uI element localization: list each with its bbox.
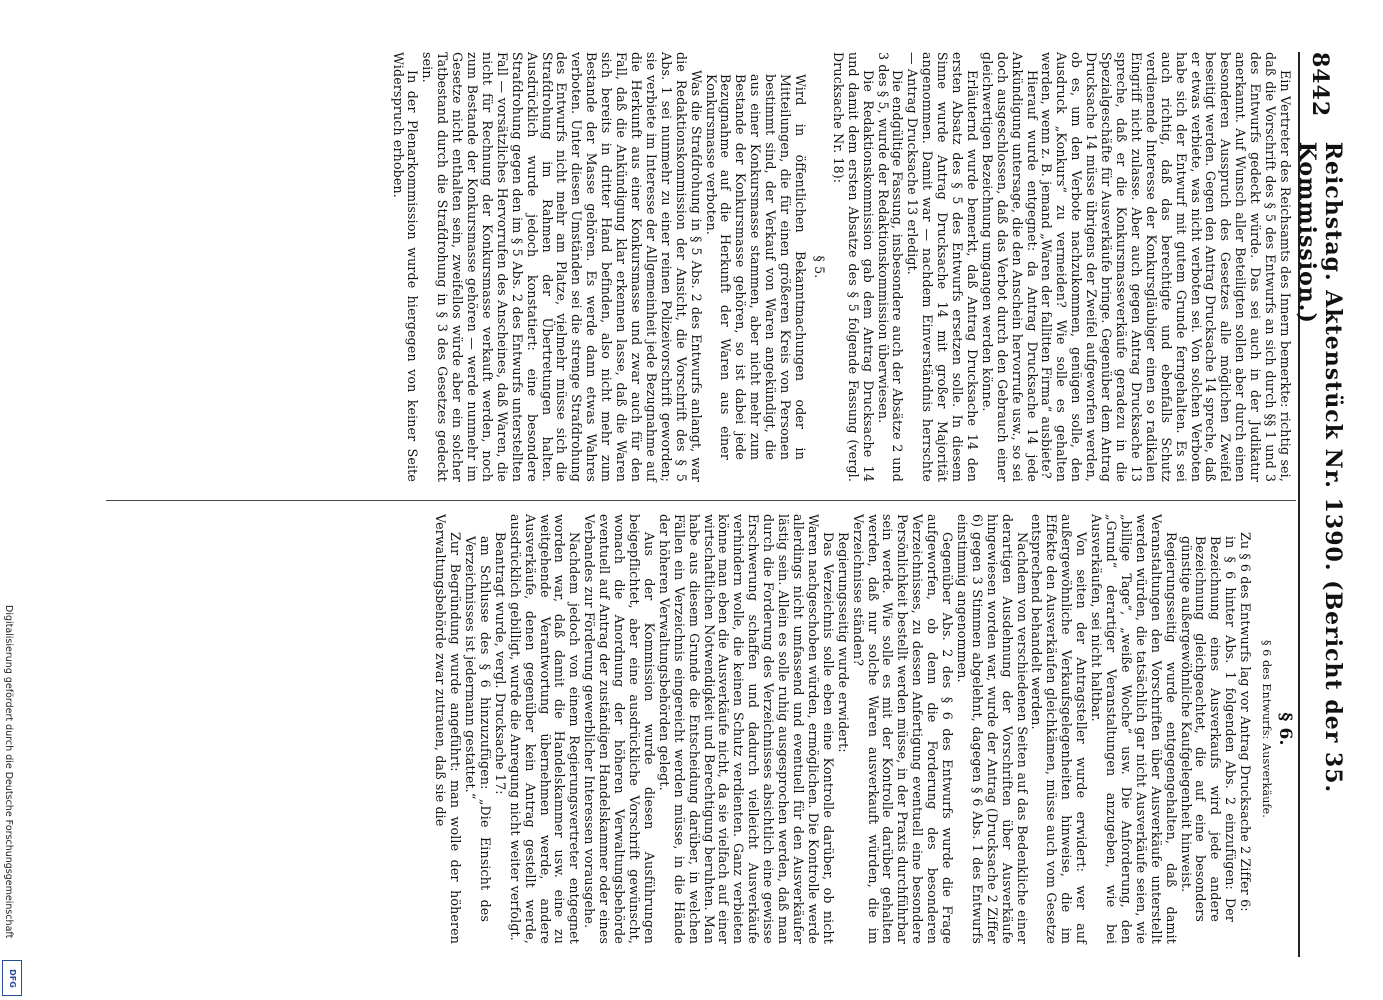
body-paragraph: Regierungsseitig wurde entgegengehalten, daß damit Veranstaltungen den Vorschriften über Ausverkäufe unterstellt werden würden, die tatsächlich gar nicht Ausverkäufe seien, wie „billige Tage“, „weiße Woche“ usw. Die Anforderung, den „Grund“ derartiger Veranstaltungen anzugeben, wie bei Ausverkäufen, sei nicht haltbar. bbox=[1089, 514, 1179, 944]
paragraph-marker: § 5. bbox=[811, 255, 827, 279]
body-paragraph: Gegenüber Abs. 2 des § 6 des Entwurfs wurde die Frage aufgeworfen, ob denn die Forderung des besonderen Verzeichnisses, zu dessen Anfertigung eventuell eine besondere Persönlichkeit bestellt werden müsse, in der Praxis durchführbar sein werde. Wie solle es mit der Kontrolle darüber gehalten werden, daß nur solche Waren ausverkauft würden, die im Verzeichnisse ständen? bbox=[850, 514, 956, 944]
body-paragraph: Ein Vertreter des Reichsamts des Innern bemerkte: richtig sei, daß die Vorschrift des § 5 des Entwurfs an sich durch §§ 1 und 3 des Entwurfs gedeckt würde. Das sei auch in der Judikatur anerkannt. Auf Wunsch aller Beteiligten sollen aber durch einen besonderen Ausspruch des Gesetzes alle möglichen Zweifel beseitigt werden. Gegen den Antrag Drucksache 14 spreche, daß er etwas verbiete, was nicht verboten sei. Von solchen Verboten habe sich der Entwurf mit gutem Grunde ferngehalten. Es sei auch richtig, daß das berechtigte und ebenfalls Schutz verdienende Interesse der Konkursgläubiger einen so radikalen Eingriff nicht zulasse. Aber auch gegen Antrag Drucksache 13 spreche, daß er die Konkursmasseverkäufe geradezu in die Spezialgeschäfte für Ausverkäufe bringe. Gegenüber dem Antrag Drucksache 14 müsse übrigens der Zweifel aufgeworfen werden, ob es, um den Verbote nachzukommen, genügen solle, den Ausdruck „Konkurs“ zu vermeiden? Wie solle es gehalten werden, wenn z. B. jemand „Waren der fallitten Firma“ ausbiete? bbox=[1039, 52, 1293, 482]
dfg-logo bbox=[2, 960, 22, 996]
body-paragraph: Aus der Kommission wurde diesen Ausführungen beigepflichtet, aber eine ausdrückliche Vorschrift gewünscht, wonach die Anordnung der höheren Verwaltungsbehörde eventuell auf Antrag der zuständigen Handelskammer oder eines Verbandes zur Förderung gewerblicher Interessen vorausgehe. bbox=[582, 514, 657, 944]
body-paragraph: Zu § 6 des Entwurfs lag vor Antrag Drucksache 2 Ziffer 6: bbox=[1238, 532, 1254, 912]
body-paragraph: Zur Begründung wurde angeführt: man wolle der höheren Verwaltungsbehörde zwar zutrauen, daß sie die bbox=[433, 514, 464, 944]
section-subheading: § 6 des Entwurfs: Ausverkäufe. bbox=[1260, 640, 1274, 818]
body-paragraph: Die Redaktionskommission gab dem Antrag Drucksache 14 und damit dem ersten Absatze des § 5 folgende Fassung (vergl. Drucksache Nr. 18): bbox=[830, 52, 876, 482]
section-heading: § 6. bbox=[1275, 712, 1295, 746]
rotated-page-content bbox=[85, 52, 1346, 957]
body-paragraph: Die endgültige Fassung, insbesondere auch der Absätze 2 und 3 des § 5, wurde der Redaktionskommission überwiesen. bbox=[875, 52, 906, 482]
quoted-provision: Wird in öffentlichen Bekanntmachungen oder in Mitteilungen, die für einen größeren Kreis von Personen bestimmt sind, der Verkauf von Waren angekündigt, die aus einer Konkursmasse stammen, aber nicht mehr zum Bestande der Konkursmasse gehören, so ist dabei jede Bezugnahme auf die Herkunft der Waren aus einer Konkursmasse verboten. bbox=[703, 74, 808, 460]
body-paragraph: Was die Strafdrohung in § 5 Abs. 2 des Entwurfs anlangt, war die Redaktionskommission der Ansicht, die Vorschrift des § 5 Abs. 1 sei nunmehr zu einer reinen Polizeivorschrift geworden; sie verbiete im Interesse der Allgemeinheit jede Bezugnahme auf die Herkunft aus einer Konkursmasse und zwar auch für den Fall, daß die Ankündigung klar erkennen lasse, daß die Waren sich bereits in dritter Hand befinden, also nicht mehr zum Bestande der Masse gehören. Es werde dann etwas Wahres verboten. Unter diesen Umständen sei die strenge Strafdrohung des Entwurfs nicht mehr am Platze, vielmehr müsse sich die Strafdrohung im Rahmen der Übertretungen halten. Ausdrücklich wurde jedoch konstatiert: eine besondere Strafdrohung gegen den im § 5 Abs. 2 des Entwurfs unterstellten Fall — vorsätzliches Hervorrufen des Anscheines, daß Waren, die nicht für Rechnung der Konkursmasse verkauft werden, noch zum Bestande der Konkursmasse gehören — werde nunmehr im Gesetze nicht enthalten sein, zweifellos würde aber ein solcher Tatbestand durch die Strafdrohung in § 3 des Gesetzes gedeckt sein. bbox=[420, 52, 704, 482]
body-paragraph: Nachdem von verschiedenen Seiten auf das Bedenkliche einer derartigen Ausdehnung der Vorschriften über Ausverkäufe hingewiesen worden war, wurde der Antrag (Drucksache 2 Ziffer 6) gegen 3 Stimmen abgelehnt, dagegen § 6 Abs. 1 des Entwurfs einstimmig angenommen. bbox=[954, 514, 1030, 944]
body-paragraph: Von seiten der Antragsteller wurde erwidert: wer auf außergewöhnliche Verkaufsgelegenheiten hinweise, die im Effekte den Ausverkäufen gleichkämen, müsse auch vom Gesetze entsprechend behandelt werden. bbox=[1029, 514, 1090, 944]
body-paragraph: Regierungsseitig wurde erwidert: bbox=[835, 532, 851, 753]
body-paragraph: Nachdem jedoch von einem Regierungsvertreter entgegnet worden war, daß damit die Handelskammer usw. eine zu weitgehende Verantwortung übernehmen werde, andere Ausverkäufe, denen gegenüber kein Antrag gestellt werde, ausdrücklich gebilligt, wurde die Anregung nicht weiter verfolgt. bbox=[507, 514, 583, 944]
page-number: 8442 bbox=[1307, 52, 1333, 118]
column-divider bbox=[106, 500, 1296, 501]
left-column bbox=[390, 52, 1292, 482]
body-paragraph: Erläuternd wurde bemerkt, daß Antrag Drucksache 14 den ersten Absatz des § 5 des Entwurfs ersetzen solle. In diesem Sinne wurde Antrag Drucksache 14 mit großer Majorität angenommen. Damit war — nachdem Einverständnis herrschte — Antrag Drucksache 13 erledigt. bbox=[905, 52, 980, 482]
dfg-logo-text: DFG bbox=[7, 968, 17, 988]
page-title: Reichstag. Aktenstück Nr. 1390. (Bericht der 35. Kommission.) bbox=[1294, 141, 1346, 794]
body-paragraph: Hierauf wurde entgegnet: da Antrag Drucksache 14 jede Ankündigung untersage, die den Anschein hervorrufe usw., so sei doch ausgeschlossen, daß das Verbot durch den Gebrauch einer gleichwertigen Bezeichnung umgangen werden könne. bbox=[979, 52, 1040, 482]
page-header bbox=[1294, 52, 1346, 957]
digitization-credit: Digitalisierung gefördert durch die Deutsche Forschungsgemeinschaft bbox=[3, 605, 14, 939]
quoted-provision: am Schlusse des § 6 hinzuzufügen: „Die Einsicht des Verzeichnisses ist jedermann gestattet.“ bbox=[463, 536, 493, 922]
body-paragraph: Das Verzeichnis solle eben eine Kontrolle darüber, ob nicht Waren nachgeschoben würden, ermöglichen. Die Kontrolle werde allerdings nicht umfassend und eventuell für den Ausverkäufer lästig sein. Allein es solle ruhig ausgesprochen werden, daß man durch die Forderung des Verzeichnisses absichtlich eine gewisse Erschwerung schaffen und dadurch vielleicht Ausverkäufe verhindern wolle, die keinen Schutz verdienten. Ganz verbieten könne man eben die Ausverkäufe nicht, da sie vielfach auf einer wirtschaftlichen Notwendigkeit und Berechtigung beruhten. Man habe aus diesem Grunde die Entscheidung darüber, in welchen Fällen ein Verzeichnis eingereicht werden müsse, in die Hände der höheren Verwaltungsbehörden gelegt. bbox=[656, 514, 836, 944]
body-paragraph: In der Plenarkommission wurde hiergegen von keiner Seite Widerspruch erhoben. bbox=[390, 52, 421, 482]
body-paragraph: Beantragt wurde, vergl. Drucksache 17: bbox=[492, 532, 508, 795]
right-column bbox=[432, 514, 1295, 944]
quoted-provision: in § 6 hinter Abs. 1 folgenden Abs. 2 einzufügen: Der Bezeichnung eines Ausverkaufs wird jede andere Bezeichnung gleichgeachtet, die auf eine besonders günstige außergewöhnliche Kaufgelegenheit hinweist. bbox=[1178, 536, 1239, 922]
